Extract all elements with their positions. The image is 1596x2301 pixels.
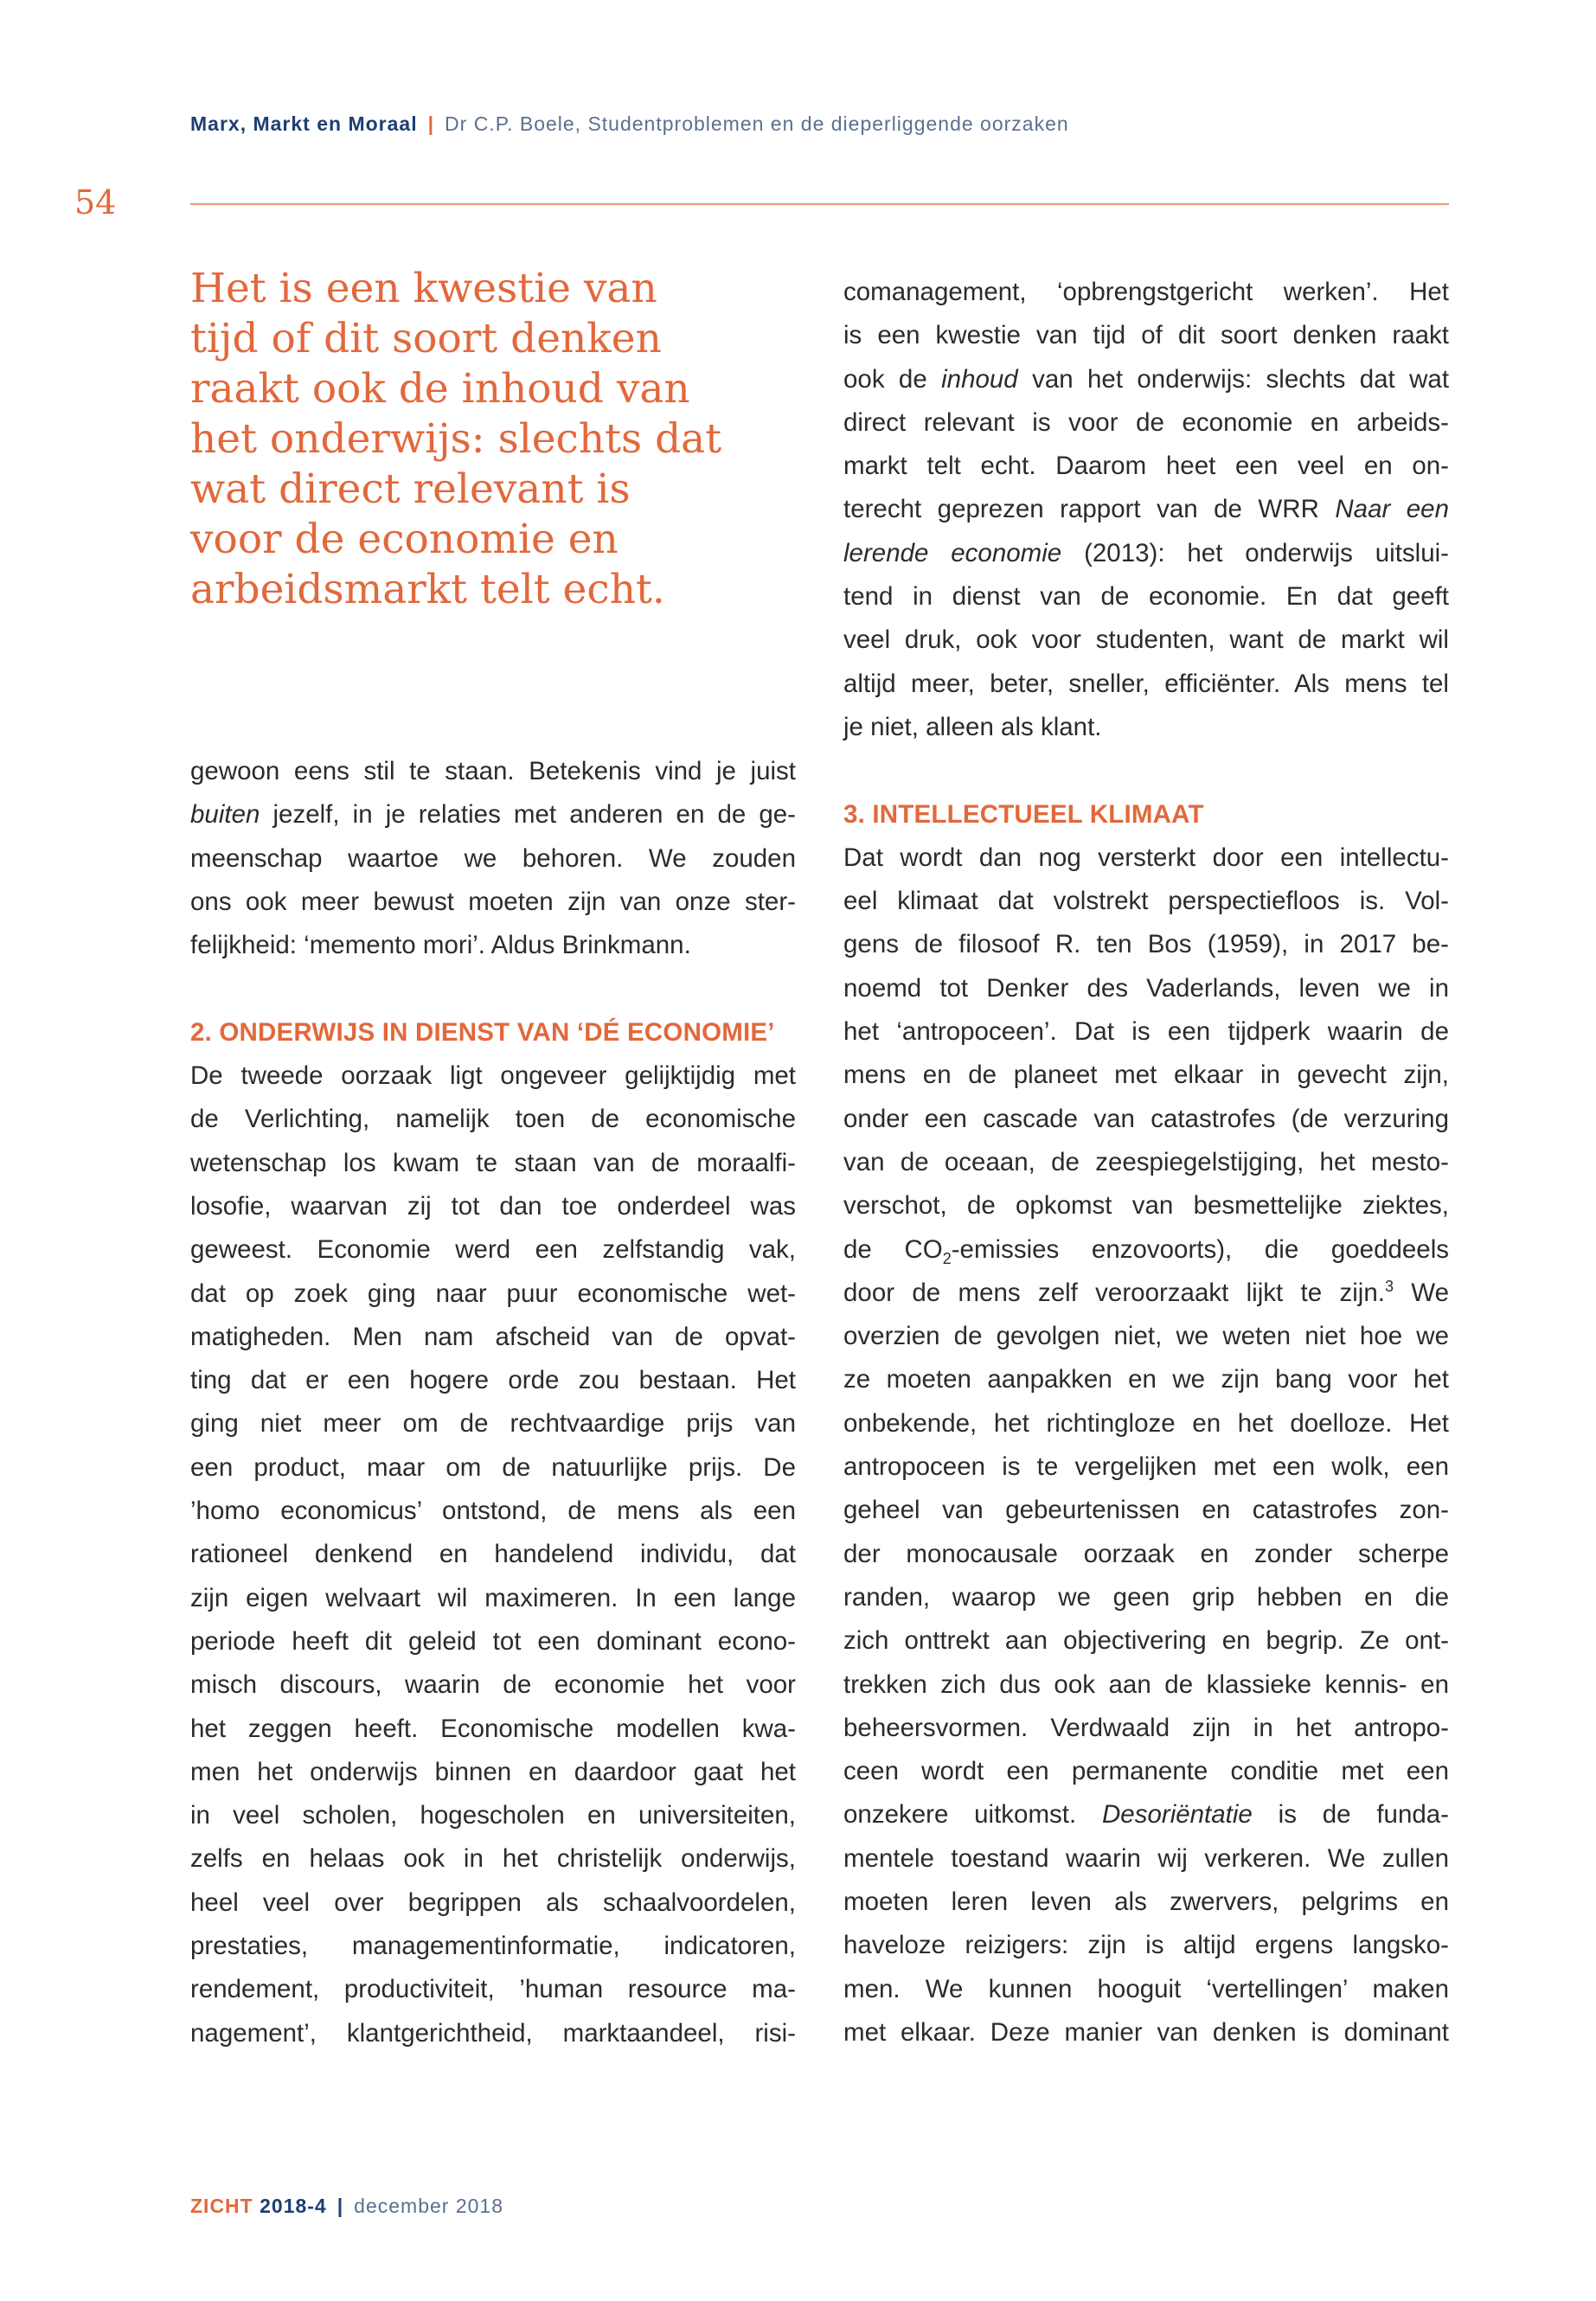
left-column [190,750,796,2055]
body-line: De tweede oorzaak ligt ongeveer gelijktijdig met [190,1061,796,1091]
body-line: ons ook meer bewust moeten zijn van onze ster- [190,887,796,916]
body-line: onder een cascade van catastrofes (de verzuring [843,1104,1449,1133]
body-line: antropoceen is te vergelijken met een wolk, een [843,1452,1449,1482]
body-line: ceen wordt een permanente conditie met een [843,1757,1449,1786]
footnote-ref: 3 [1384,1278,1394,1295]
body-line: ting dat er een hogere orde zou bestaan. Het [190,1366,796,1395]
author-title: Dr C.P. Boele, Studentproblemen en de dieperliggende oorzaken [445,112,1069,135]
body-line: losofie, waarvan zij tot dan toe onderdeel was [190,1191,796,1221]
body-line: ook de inhoud van het onderwijs: slechts dat wat [843,364,1450,394]
body-line: terecht geprezen rapport van de WRR Naar een [843,495,1449,524]
italic-title: Naar een [1335,495,1449,524]
body-line: buiten jezelf, in je relaties met anderen en de ge- [190,800,796,830]
body-line: beheersvormen. Verdwaald zijn in het antropo- [843,1713,1449,1742]
body-line: meenschap waartoe we behoren. We zouden [190,843,796,873]
body-line: wetenschap los kwam te staan van de moraalfi- [190,1148,796,1177]
section-heading: 3. INTELLECTUEEL KLIMAAT [843,799,1204,829]
pullquote-line: wat direct relevant is [190,465,631,513]
body-line: periode heeft dit geleid tot een dominant econo- [190,1626,796,1656]
body-line: zelfs en helaas ook in het christelijk onderwijs, [190,1844,796,1874]
body-line: zich onttrekt aan objectivering en begrip. Ze ont- [843,1626,1449,1656]
body-line: is een kwestie van tijd of dit soort denken raakt [843,321,1449,350]
header-rule [190,203,1449,205]
publication-title: Marx, Markt en Moraal [190,112,418,135]
issue-number: 2018-4 [260,2195,327,2217]
body-line: ging niet meer om de rechtvaardige prijs van [190,1409,796,1439]
body-line: zijn eigen welvaart wil maximeren. In een lange [190,1583,796,1612]
body-line: geheel van gebeurtenissen en catastrofes zon- [843,1496,1449,1525]
italic-title: lerende economie [843,538,1062,567]
body-line: matigheden. Men nam afscheid van de opvat- [190,1322,796,1351]
body-line: tend in dienst van de economie. En dat geeft [843,582,1449,612]
body-line: prestaties, managementinformatie, indicatoren, [190,1932,796,1961]
body-line: ’homo economicus’ ontstond, de mens als een [190,1497,796,1526]
body-line: gens de filosoof R. ten Bos (1959), in 2017 be- [843,930,1449,959]
body-line: men het onderwijs binnen en daardoor gaat het [190,1757,796,1786]
body-line: geweest. Economie werd een zelfstandig vak, [190,1235,796,1265]
body-line: een product, maar om de natuurlijke prijs. De [190,1452,796,1482]
pullquote-line: raakt ook de inhoud van [190,365,690,413]
italic-word: buiten [190,800,260,830]
body-line: trekken zich dus ook aan de klassieke kennis- en [843,1670,1449,1699]
body-line: het ‘antropoceen’. Dat is een tijdperk waarin de [843,1017,1449,1047]
body-line: onzekere uitkomst. Desoriëntatie is de funda- [843,1800,1450,1830]
pullquote-line: arbeidsmarkt telt echt. [190,566,665,613]
body-line: rendement, productiviteit, ’human resource ma- [190,1975,796,2004]
body-line: door de mens zelf veroorzaakt lijkt te zijn.$^3$ We [843,1278,1449,1307]
right-column [843,271,1449,2054]
body-line: ze moeten aanpakken en we zijn bang voor het [843,1365,1449,1394]
body-line: felijkheid: ‘memento mori’. Aldus Brinkmann. [190,931,691,960]
footer-separator: | [337,2195,344,2217]
header-separator: | [427,112,435,135]
body-line: der monocausale oorzaak en zonder scherpe [843,1539,1449,1568]
body-line: dat op zoek ging naar puur economische wet- [190,1279,796,1308]
body-line: men. We kunnen hooguit ‘vertellingen’ maken [843,1974,1449,2003]
running-header [190,112,1453,136]
body-line: moeten leren leven als zwervers, pelgrims en [843,1887,1449,1916]
body-line: noemd tot Denker des Vaderlands, leven we in [843,973,1449,1003]
body-line: verschot, de opkomst van besmettelijke ziektes, [843,1191,1449,1221]
body-line: met elkaar. Deze manier van denken is dominant [843,2017,1449,2047]
issue-date: december 2018 [354,2195,504,2217]
body-line: comanagement, ‘opbrengstgericht werken’. Het [843,278,1449,306]
body-line: markt telt echt. Daarom heet een veel en on- [843,452,1449,481]
body-line: rationeel denkend en handelend individu, dat [190,1540,796,1569]
magazine-name: ZICHT [190,2195,253,2217]
body-line: nagement’, klantgerichtheid, marktaandeel, risi- [190,2018,796,2048]
section-heading: 2. ONDERWIJS IN DIENST VAN ‘DÉ ECONOMIE’ [190,1017,775,1047]
page-number: 54 [74,183,117,221]
body-line: misch discours, waarin de economie het voor [190,1670,796,1700]
pullquote [190,264,744,615]
body-line: eel klimaat dat volstrekt perspectiefloos is. Vol- [843,887,1449,916]
body-line: mens en de planeet met elkaar in gevecht zijn, [843,1061,1449,1090]
body-line: direct relevant is voor de economie en arbeids- [843,407,1449,437]
body-line: de $CO_2$-emissies enzovoorts), die goeddeels [843,1234,1450,1267]
italic-word: Desoriëntatie [1102,1800,1253,1830]
pullquote-line: voor de economie en [190,516,619,563]
pullquote-line: Het is een kwestie van [190,265,657,312]
body-line: heel veel over begrippen als schaalvoordelen, [190,1888,796,1917]
page-footer [190,2195,503,2218]
body-line: overzien de gevolgen niet, we weten niet hoe we [843,1322,1449,1351]
body-line: de Verlichting, namelijk toen de economische [190,1105,796,1134]
pullquote-line: tijd of dit soort denken [190,315,662,362]
body-line: lerende economie (2013): het onderwijs uitslui- [843,538,1449,567]
body-line: van de oceaan, de zeespiegelstijging, het mesto- [843,1147,1449,1176]
body-line: altijd meer, beter, sneller, efficiënter. Als mens tel [843,669,1449,698]
body-line: gewoon eens stil te staan. Betekenis vind je juist [190,757,796,785]
body-line: randen, waarop we geen grip hebben en die [843,1582,1449,1612]
body-line: veel druk, ook voor studenten, want de markt wil [843,625,1449,655]
body-line: onbekende, het richtingloze en het doelloze. Het [843,1408,1449,1438]
body-line: in veel scholen, hogescholen en universiteiten, [190,1801,796,1830]
pullquote-line: het onderwijs: slechts dat [190,415,722,463]
body-line: je niet, alleen als klant. [843,712,1102,741]
body-line: Dat wordt dan nog versterkt door een intellectu- [843,843,1449,872]
body-line: mentele toestand waarin wij verkeren. We zullen [843,1843,1449,1873]
body-line: haveloze reizigers: zijn is altijd ergens langsko- [843,1931,1449,1960]
italic-word: inhoud [941,364,1018,394]
body-line: het zeggen heeft. Economische modellen kwa- [190,1714,796,1743]
